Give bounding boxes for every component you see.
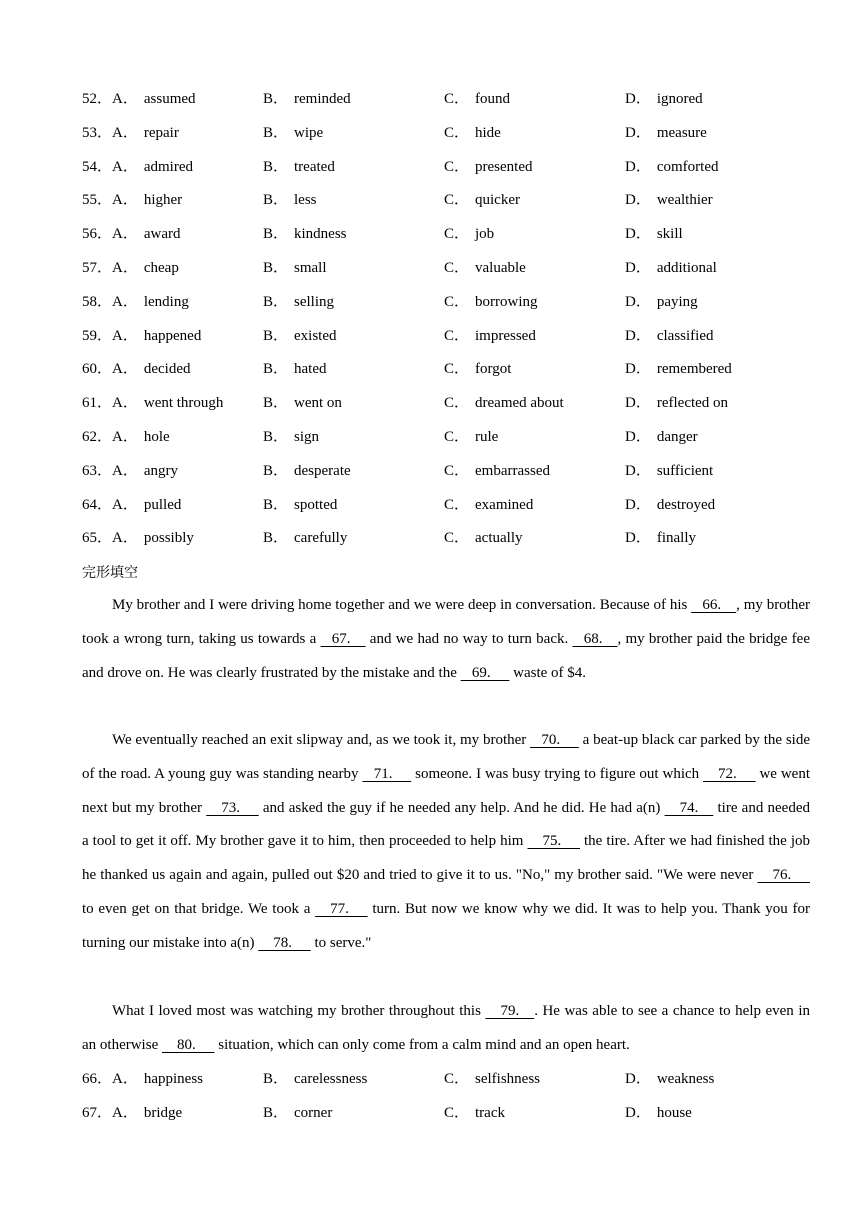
option-text: corner [294, 1104, 333, 1121]
option-b [263, 123, 323, 143]
option-text: presented [475, 158, 533, 175]
option-text: repair [143, 124, 179, 141]
blank-76: 76. [757, 867, 810, 884]
passage-text: to serve." [310, 934, 372, 951]
question-number: 67． [82, 1104, 113, 1121]
option-b [263, 292, 334, 312]
option-letter: C． [444, 327, 470, 344]
question-row [82, 190, 810, 210]
question-number: 66． [82, 1071, 113, 1087]
option-text: wealthier [656, 192, 713, 209]
option-text: bridge [143, 1104, 183, 1121]
option-letter: C． [444, 429, 470, 445]
option-letter: C． [444, 496, 470, 513]
option-text: job [475, 226, 495, 243]
option-letter: B． [263, 192, 289, 209]
blank-80: 80. [161, 1036, 215, 1053]
option-text: examined [475, 496, 534, 513]
option-d [625, 292, 698, 312]
option-c [444, 292, 538, 312]
question-number: 57． [82, 260, 113, 276]
option-letter: B． [263, 496, 289, 513]
passage-text: What I loved most was watching my brother throughout this [112, 1003, 486, 1019]
option-a [82, 1069, 203, 1089]
option-c [444, 495, 533, 515]
option-letter: A． [112, 530, 138, 547]
option-b [263, 427, 319, 447]
option-d [625, 1069, 714, 1089]
option-a [82, 1103, 182, 1123]
option-letter: B． [263, 293, 289, 310]
option-text: ignored [656, 91, 703, 107]
blank-66: 66. [691, 597, 737, 613]
blank-78: 78. [258, 934, 311, 951]
passage-text: we went next but my brother [82, 765, 810, 816]
option-text: track [475, 1104, 505, 1121]
option-letter: D． [625, 226, 651, 243]
option-c [444, 1069, 540, 1089]
option-c [444, 190, 520, 210]
option-b [263, 258, 327, 278]
option-letter: B． [263, 260, 289, 276]
option-text: small [294, 260, 327, 276]
question-row [82, 292, 810, 312]
passage-text: My brother and I were driving home together and we were deep in conversation. Because of his [112, 597, 692, 613]
option-text: wipe [294, 124, 324, 141]
option-text: found [475, 91, 511, 107]
option-d [625, 495, 715, 515]
passage-text: . He was able to see a chance to help even in an otherwise [82, 1003, 810, 1053]
option-text: award [143, 226, 181, 243]
option-text: reminded [294, 91, 351, 107]
passage-text: to even get on that bridge. We took a [82, 900, 316, 917]
option-letter: B． [263, 462, 289, 479]
option-d [625, 157, 718, 177]
option-b [263, 157, 335, 177]
option-c [444, 123, 501, 143]
option-text: desperate [294, 462, 351, 479]
option-a [82, 157, 193, 177]
option-text: quicker [475, 192, 520, 209]
option-b [263, 1069, 367, 1089]
question-number: 53． [82, 124, 113, 141]
option-a [82, 326, 201, 346]
option-letter: D． [625, 361, 651, 378]
option-letter: C． [444, 1071, 470, 1087]
question-number: 59． [82, 327, 113, 344]
option-d [625, 190, 713, 210]
option-letter: D． [625, 91, 651, 107]
option-text: carefully [294, 530, 348, 547]
option-d [625, 89, 703, 109]
option-text: actually [475, 530, 523, 547]
option-text: additional [656, 260, 717, 276]
option-letter: B． [263, 429, 289, 445]
option-d [625, 326, 714, 346]
blank-79: 79. [485, 1003, 535, 1019]
option-letter: C． [444, 124, 470, 141]
option-d [625, 224, 683, 244]
option-letter: D． [625, 429, 651, 445]
question-row [82, 359, 810, 379]
passage-text: turn. But now we know why we did. It was to help you. Thank you for turning our mistake into a(n) [82, 900, 810, 951]
option-text: house [656, 1104, 692, 1121]
option-letter: B． [263, 91, 289, 107]
option-a [82, 190, 182, 210]
option-d [625, 1103, 692, 1123]
option-letter: C． [444, 1104, 470, 1121]
option-text: cheap [143, 260, 179, 276]
option-text: sufficient [656, 462, 714, 479]
passage-text: situation, which can only come from a calm mind and an open heart. [214, 1036, 630, 1053]
question-row [82, 461, 810, 481]
blank-71: 71. [362, 765, 412, 782]
option-text: danger [656, 429, 698, 445]
option-text: hated [294, 361, 327, 378]
option-letter: A． [112, 124, 138, 141]
option-a [82, 495, 181, 515]
option-letter: D． [625, 496, 651, 513]
option-b [263, 461, 351, 481]
option-b [263, 393, 342, 413]
option-text: reflected on [656, 395, 729, 412]
option-a [82, 359, 191, 379]
option-a [82, 393, 223, 413]
option-text: classified [656, 327, 714, 344]
option-letter: A． [112, 260, 138, 276]
option-letter: B． [263, 1104, 289, 1121]
option-letter: C． [444, 91, 470, 107]
passage-paragraph-1 [82, 589, 810, 690]
option-letter: C． [444, 530, 470, 547]
option-text: weakness [656, 1071, 715, 1087]
passage-paragraph-3 [82, 995, 810, 1063]
option-text: possibly [143, 530, 194, 547]
option-c [444, 359, 511, 379]
option-text: dreamed about [475, 395, 564, 412]
question-row [82, 495, 810, 515]
option-letter: B． [263, 361, 289, 378]
option-letter: B． [263, 327, 289, 344]
option-letter: B． [263, 530, 289, 547]
option-c [444, 427, 498, 447]
option-letter: A． [112, 1104, 138, 1121]
option-letter: D． [625, 293, 651, 310]
option-letter: A． [112, 361, 138, 378]
option-c [444, 461, 550, 481]
option-letter: C． [444, 361, 470, 378]
option-text: skill [656, 226, 683, 243]
option-letter: C． [444, 192, 470, 209]
question-row [82, 1103, 810, 1123]
passage-text: and asked the guy if he needed any help. And he did. He had a(n) [258, 799, 665, 816]
option-letter: A． [112, 91, 138, 107]
option-text: angry [143, 462, 179, 479]
option-b [263, 224, 347, 244]
option-letter: D． [625, 327, 651, 344]
option-text: destroyed [656, 496, 716, 513]
option-a [82, 123, 179, 143]
option-letter: C． [444, 293, 470, 310]
passage-text: and we had no way to turn back. [365, 630, 573, 647]
question-number: 60． [82, 361, 113, 378]
option-text: kindness [294, 226, 347, 243]
passage-text: , my brother took a wrong turn, taking us towards a [82, 597, 811, 647]
option-text: paying [656, 293, 698, 310]
option-text: carelessness [294, 1071, 368, 1087]
option-b [263, 89, 351, 109]
option-text: treated [294, 158, 335, 175]
section-title: 完形填空 [82, 565, 138, 581]
option-text: lending [143, 293, 189, 310]
option-letter: B． [263, 395, 289, 412]
option-letter: B． [263, 158, 289, 175]
question-row [82, 157, 810, 177]
question-number: 62． [82, 429, 113, 445]
option-a [82, 89, 196, 109]
option-letter: D． [625, 462, 651, 479]
option-text: selfishness [475, 1071, 541, 1087]
blank-69: 69. [460, 664, 510, 681]
passage-text: tire and needed a tool to get it off. My brother gave it to him, then proceeded to help him [82, 799, 810, 850]
option-letter: C． [444, 395, 470, 412]
option-text: hole [143, 429, 170, 445]
option-letter: A． [112, 496, 138, 513]
question-row [82, 427, 810, 447]
option-text: admired [143, 158, 194, 175]
option-d [625, 359, 732, 379]
option-c [444, 224, 494, 244]
option-text: went on [294, 395, 342, 412]
passage-text: the tire. After we had finished the job he thanked us again and again, pulled out $20 and tried to give it to us. "No," my brother said. "We were never [82, 833, 810, 884]
option-letter: D． [625, 530, 651, 547]
option-letter: C． [444, 158, 470, 175]
question-row [82, 258, 810, 278]
question-number: 63． [82, 462, 113, 479]
option-b [263, 359, 327, 379]
option-letter: D． [625, 192, 651, 209]
option-d [625, 427, 698, 447]
option-a [82, 224, 181, 244]
blank-72: 72. [703, 765, 756, 782]
passage-text: someone. I was busy trying to figure out which [411, 765, 704, 782]
option-letter: A． [112, 327, 138, 344]
option-text: measure [656, 124, 707, 141]
option-letter: D． [625, 124, 651, 141]
option-a [82, 258, 179, 278]
passage-text: , my brother paid the bridge fee and drove on. He was clearly frustrated by the mistake and the [82, 630, 810, 681]
option-a [82, 461, 178, 481]
blank-77: 77. [315, 900, 368, 917]
option-letter: A． [112, 158, 138, 175]
option-text: forgot [475, 361, 512, 378]
option-c [444, 258, 526, 278]
option-text: hide [475, 124, 501, 141]
option-text: spotted [294, 496, 338, 513]
option-b [263, 528, 347, 548]
option-d [625, 528, 696, 548]
option-a [82, 427, 170, 447]
option-letter: D． [625, 260, 651, 276]
option-text: embarrassed [475, 462, 550, 479]
option-letter: C． [444, 462, 470, 479]
option-b [263, 1103, 332, 1123]
question-row [82, 123, 810, 143]
option-letter: D． [625, 1071, 651, 1087]
question-row [82, 326, 810, 346]
option-letter: A． [112, 462, 138, 479]
option-a [82, 292, 189, 312]
option-text: less [294, 192, 317, 209]
option-c [444, 157, 533, 177]
question-number: 52． [82, 91, 113, 107]
option-text: comforted [656, 158, 719, 175]
option-text: selling [294, 293, 335, 310]
option-text: assumed [143, 91, 196, 107]
option-c [444, 528, 523, 548]
option-text: happiness [143, 1071, 204, 1087]
option-c [444, 326, 536, 346]
option-c [444, 393, 564, 413]
option-b [263, 326, 337, 346]
option-text: decided [143, 361, 191, 378]
option-letter: D． [625, 395, 651, 412]
option-text: borrowing [475, 293, 538, 310]
option-c [444, 89, 510, 109]
option-text: pulled [143, 496, 182, 513]
option-text: went through [143, 395, 224, 412]
question-row [82, 1069, 810, 1089]
option-letter: A． [112, 192, 138, 209]
question-number: 65． [82, 530, 113, 547]
question-number: 54． [82, 158, 113, 175]
option-text: higher [143, 192, 183, 209]
option-b [263, 190, 317, 210]
question-number: 55． [82, 192, 113, 209]
passage-text: a beat-up black car parked by the side of the road. A young guy was standing nearby [82, 732, 810, 782]
question-number: 61． [82, 395, 113, 412]
option-letter: B． [263, 124, 289, 141]
option-letter: A． [112, 395, 138, 412]
option-d [625, 258, 717, 278]
option-letter: A． [112, 293, 138, 310]
option-d [625, 393, 728, 413]
question-number: 58． [82, 293, 113, 310]
option-letter: B． [263, 226, 289, 243]
option-text: sign [294, 429, 320, 445]
option-text: existed [294, 327, 337, 344]
question-row [82, 224, 810, 244]
option-text: impressed [475, 327, 536, 344]
passage-text: We eventually reached an exit slipway and, as we took it, my brother [112, 732, 531, 748]
option-text: rule [475, 429, 499, 445]
option-letter: A． [112, 226, 138, 243]
option-d [625, 461, 713, 481]
option-text: finally [656, 530, 696, 547]
option-letter: A． [112, 429, 138, 445]
question-row [82, 393, 810, 413]
blank-67: 67. [320, 630, 366, 647]
option-d [625, 123, 707, 143]
option-b [263, 495, 337, 515]
blank-70: 70. [530, 732, 579, 748]
blank-68: 68. [572, 630, 618, 647]
option-letter: C． [444, 226, 470, 243]
option-text: happened [143, 327, 202, 344]
option-a [82, 528, 194, 548]
question-row [82, 89, 810, 109]
option-letter: C． [444, 260, 470, 276]
option-letter: A． [112, 1071, 138, 1087]
question-number: 64． [82, 496, 113, 513]
passage-text: waste of $4. [509, 664, 587, 681]
option-letter: B． [263, 1071, 289, 1087]
option-c [444, 1103, 505, 1123]
option-text: remembered [656, 361, 732, 378]
blank-73: 73. [206, 799, 259, 816]
blank-75: 75. [527, 833, 580, 850]
question-number: 56． [82, 226, 113, 243]
question-row [82, 528, 810, 548]
passage-paragraph-2 [82, 724, 810, 961]
option-letter: D． [625, 158, 651, 175]
option-text: valuable [475, 260, 526, 276]
blank-74: 74. [664, 799, 714, 816]
option-letter: D． [625, 1104, 651, 1121]
